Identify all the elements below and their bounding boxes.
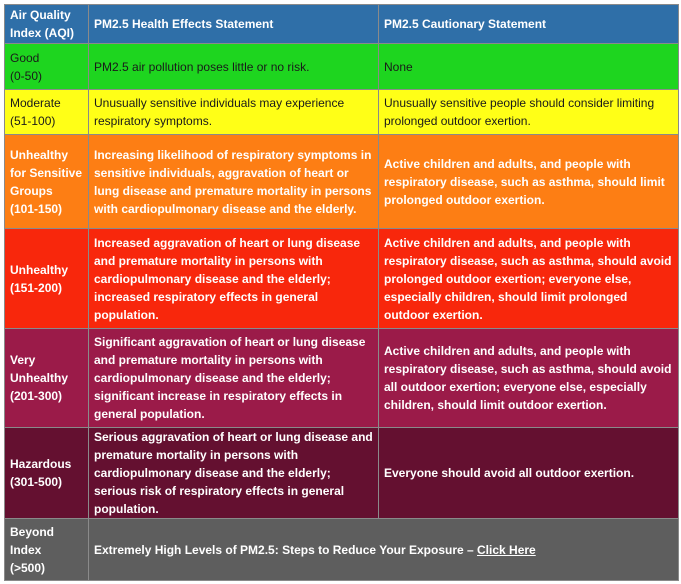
health-effects-cell: Significant aggravation of heart or lung disease and premature mortality in persons with cardiopulmonary disease and the elderly; significant increase in respiratory effects in general population. xyxy=(89,329,379,428)
aqi-range: (201-300) xyxy=(10,389,63,403)
cautionary-cell: Unusually sensitive people should consider limiting prolonged outdoor exertion. xyxy=(379,90,679,135)
header-aqi: Air Quality Index (AQI) xyxy=(5,5,89,44)
aqi-range: (>500) xyxy=(10,560,46,575)
aqi-category-cell xyxy=(5,135,89,229)
aqi-category-cell xyxy=(5,519,89,581)
aqi-category: Unhealthy for Sensitive Groups xyxy=(10,147,83,198)
aqi-category: Unhealthy xyxy=(10,262,69,277)
aqi-category: Very Unhealthy xyxy=(10,353,69,385)
aqi-category: Beyond Index xyxy=(10,524,55,557)
beyond-index-message-cell xyxy=(89,519,679,581)
cautionary-cell: None xyxy=(379,44,679,90)
aqi-table xyxy=(4,4,679,581)
cautionary-cell: Everyone should avoid all outdoor exertion. xyxy=(379,428,679,519)
aqi-category-cell xyxy=(5,90,89,135)
health-effects-cell: PM2.5 air pollution poses little or no risk. xyxy=(89,44,379,90)
aqi-range: (0-50) xyxy=(10,68,43,83)
beyond-index-message: Extremely High Levels of PM2.5: Steps to Reduce Your Exposure – xyxy=(94,542,474,557)
health-effects-cell: Increased aggravation of heart or lung disease and premature mortality in persons with cardiopulmonary disease and the elderly; increased respiratory effects in general population. xyxy=(89,229,379,329)
table-row-good xyxy=(5,44,679,90)
health-effects-cell: Serious aggravation of heart or lung disease and premature mortality in persons with cardiopulmonary disease and the elderly; serious risk of respiratory effects in general population. xyxy=(89,428,379,519)
aqi-category-cell xyxy=(5,428,89,519)
aqi-range: (301-500) xyxy=(10,475,63,489)
aqi-category: Good xyxy=(10,50,40,65)
cautionary-cell: Active children and adults, and people with respiratory disease, such as asthma, should avoid all outdoor exertion; everyone else, especially children, should limit outdoor exertion. xyxy=(379,329,679,428)
click-here-link[interactable]: Click Here xyxy=(477,542,536,557)
health-effects-cell: Increasing likelihood of respiratory symptoms in sensitive individuals, aggravation of heart or lung disease and premature mortality in persons with cardiopulmonary disease and the elderly. xyxy=(89,135,379,229)
aqi-range: (101-150) xyxy=(10,201,63,216)
cautionary-cell: Active children and adults, and people with respiratory disease, such as asthma, should avoid prolonged outdoor exertion; everyone else, especially children, should limit prolonged outdoor exertion. xyxy=(379,229,679,329)
table-row-usg xyxy=(5,135,679,229)
aqi-category-cell xyxy=(5,44,89,90)
aqi-category-cell xyxy=(5,229,89,329)
aqi-range: (51-100) xyxy=(10,114,56,128)
header-health-effects: PM2.5 Health Effects Statement xyxy=(89,5,379,44)
table-row-very-unhealthy xyxy=(5,329,679,428)
cautionary-cell: Active children and adults, and people with respiratory disease, such as asthma, should limit prolonged outdoor exertion. xyxy=(379,135,679,229)
table-row-moderate xyxy=(5,90,679,135)
table-row-unhealthy xyxy=(5,229,679,329)
aqi-category-cell xyxy=(5,329,89,428)
table-row-beyond-index xyxy=(5,519,679,581)
health-effects-cell: Unusually sensitive individuals may experience respiratory symptoms. xyxy=(89,90,379,135)
aqi-category: Hazardous xyxy=(10,457,72,471)
table-row-hazardous xyxy=(5,428,679,519)
table-header-row xyxy=(5,5,679,44)
aqi-range: (151-200) xyxy=(10,280,63,295)
aqi-category: Moderate xyxy=(10,96,61,110)
header-cautionary: PM2.5 Cautionary Statement xyxy=(379,5,679,44)
